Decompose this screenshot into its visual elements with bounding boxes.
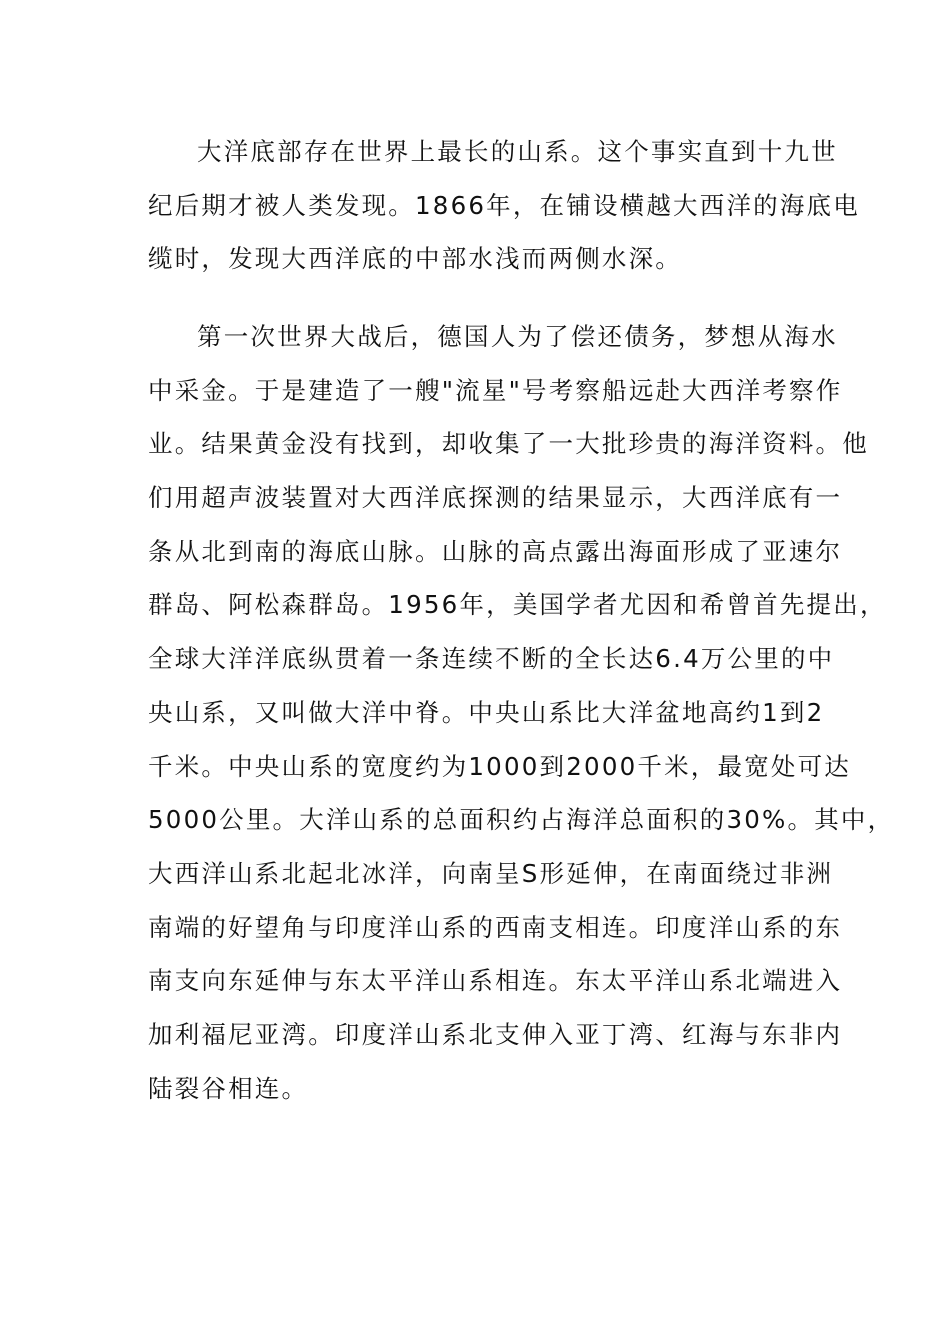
- paragraph-line: 缆时，发现大西洋底的中部水浅而两侧水深。: [148, 244, 682, 274]
- paragraph-line: 业。结果黄金没有找到，却收集了一大批珍贵的海洋资料。他: [148, 429, 869, 459]
- paragraph-line: 南支向东延伸与东太平洋山系相连。东太平洋山系北端进入: [148, 966, 843, 996]
- paragraph-line: 纪后期才被人类发现。1866年，在铺设横越大西洋的海底电: [148, 190, 860, 220]
- paragraph-line: 中采金。于是建造了一艘"流星"号考察船远赴大西洋考察作: [148, 375, 843, 405]
- paragraph-line: 陆裂谷相连。: [148, 1073, 309, 1103]
- paragraph-line: 加利福尼亚湾。印度洋山系北支伸入亚丁湾、红海与东非内: [148, 1019, 843, 1049]
- paragraph-line: 千米。中央山系的宽度约为1000到2000千米，最宽处可达: [148, 751, 851, 781]
- paragraph-line: 5000公里。大洋山系的总面积约占海洋总面积的30%。其中，: [148, 805, 895, 835]
- paragraph-line: 群岛、阿松森群岛。1956年，美国学者尤因和希曾首先提出，: [148, 590, 887, 620]
- paragraph-line: 条从北到南的海底山脉。山脉的高点露出海面形成了亚速尔: [148, 536, 843, 566]
- paragraph-line: 全球大洋洋底纵贯着一条连续不断的全长达6.4万公里的中: [148, 644, 835, 674]
- paragraph-line: 们用超声波装置对大西洋底探测的结果显示，大西洋底有一: [148, 483, 843, 513]
- paragraph-line: 央山系，又叫做大洋中脊。中央山系比大洋盆地高约1到2: [148, 697, 825, 727]
- paragraph-line: 第一次世界大战后，德国人为了偿还债务，梦想从海水: [197, 322, 838, 351]
- paragraph-line: 南端的好望角与印度洋山系的西南支相连。印度洋山系的东: [148, 912, 843, 942]
- paragraph-1: [148, 125, 860, 286]
- paragraph-line: 大洋底部存在世界上最长的山系。这个事实直到十九世: [197, 137, 838, 166]
- paragraph-line: 大西洋山系北起北冰洋，向南呈S形延伸，在南面绕过非洲: [148, 858, 834, 888]
- paragraph-2: [148, 310, 895, 1115]
